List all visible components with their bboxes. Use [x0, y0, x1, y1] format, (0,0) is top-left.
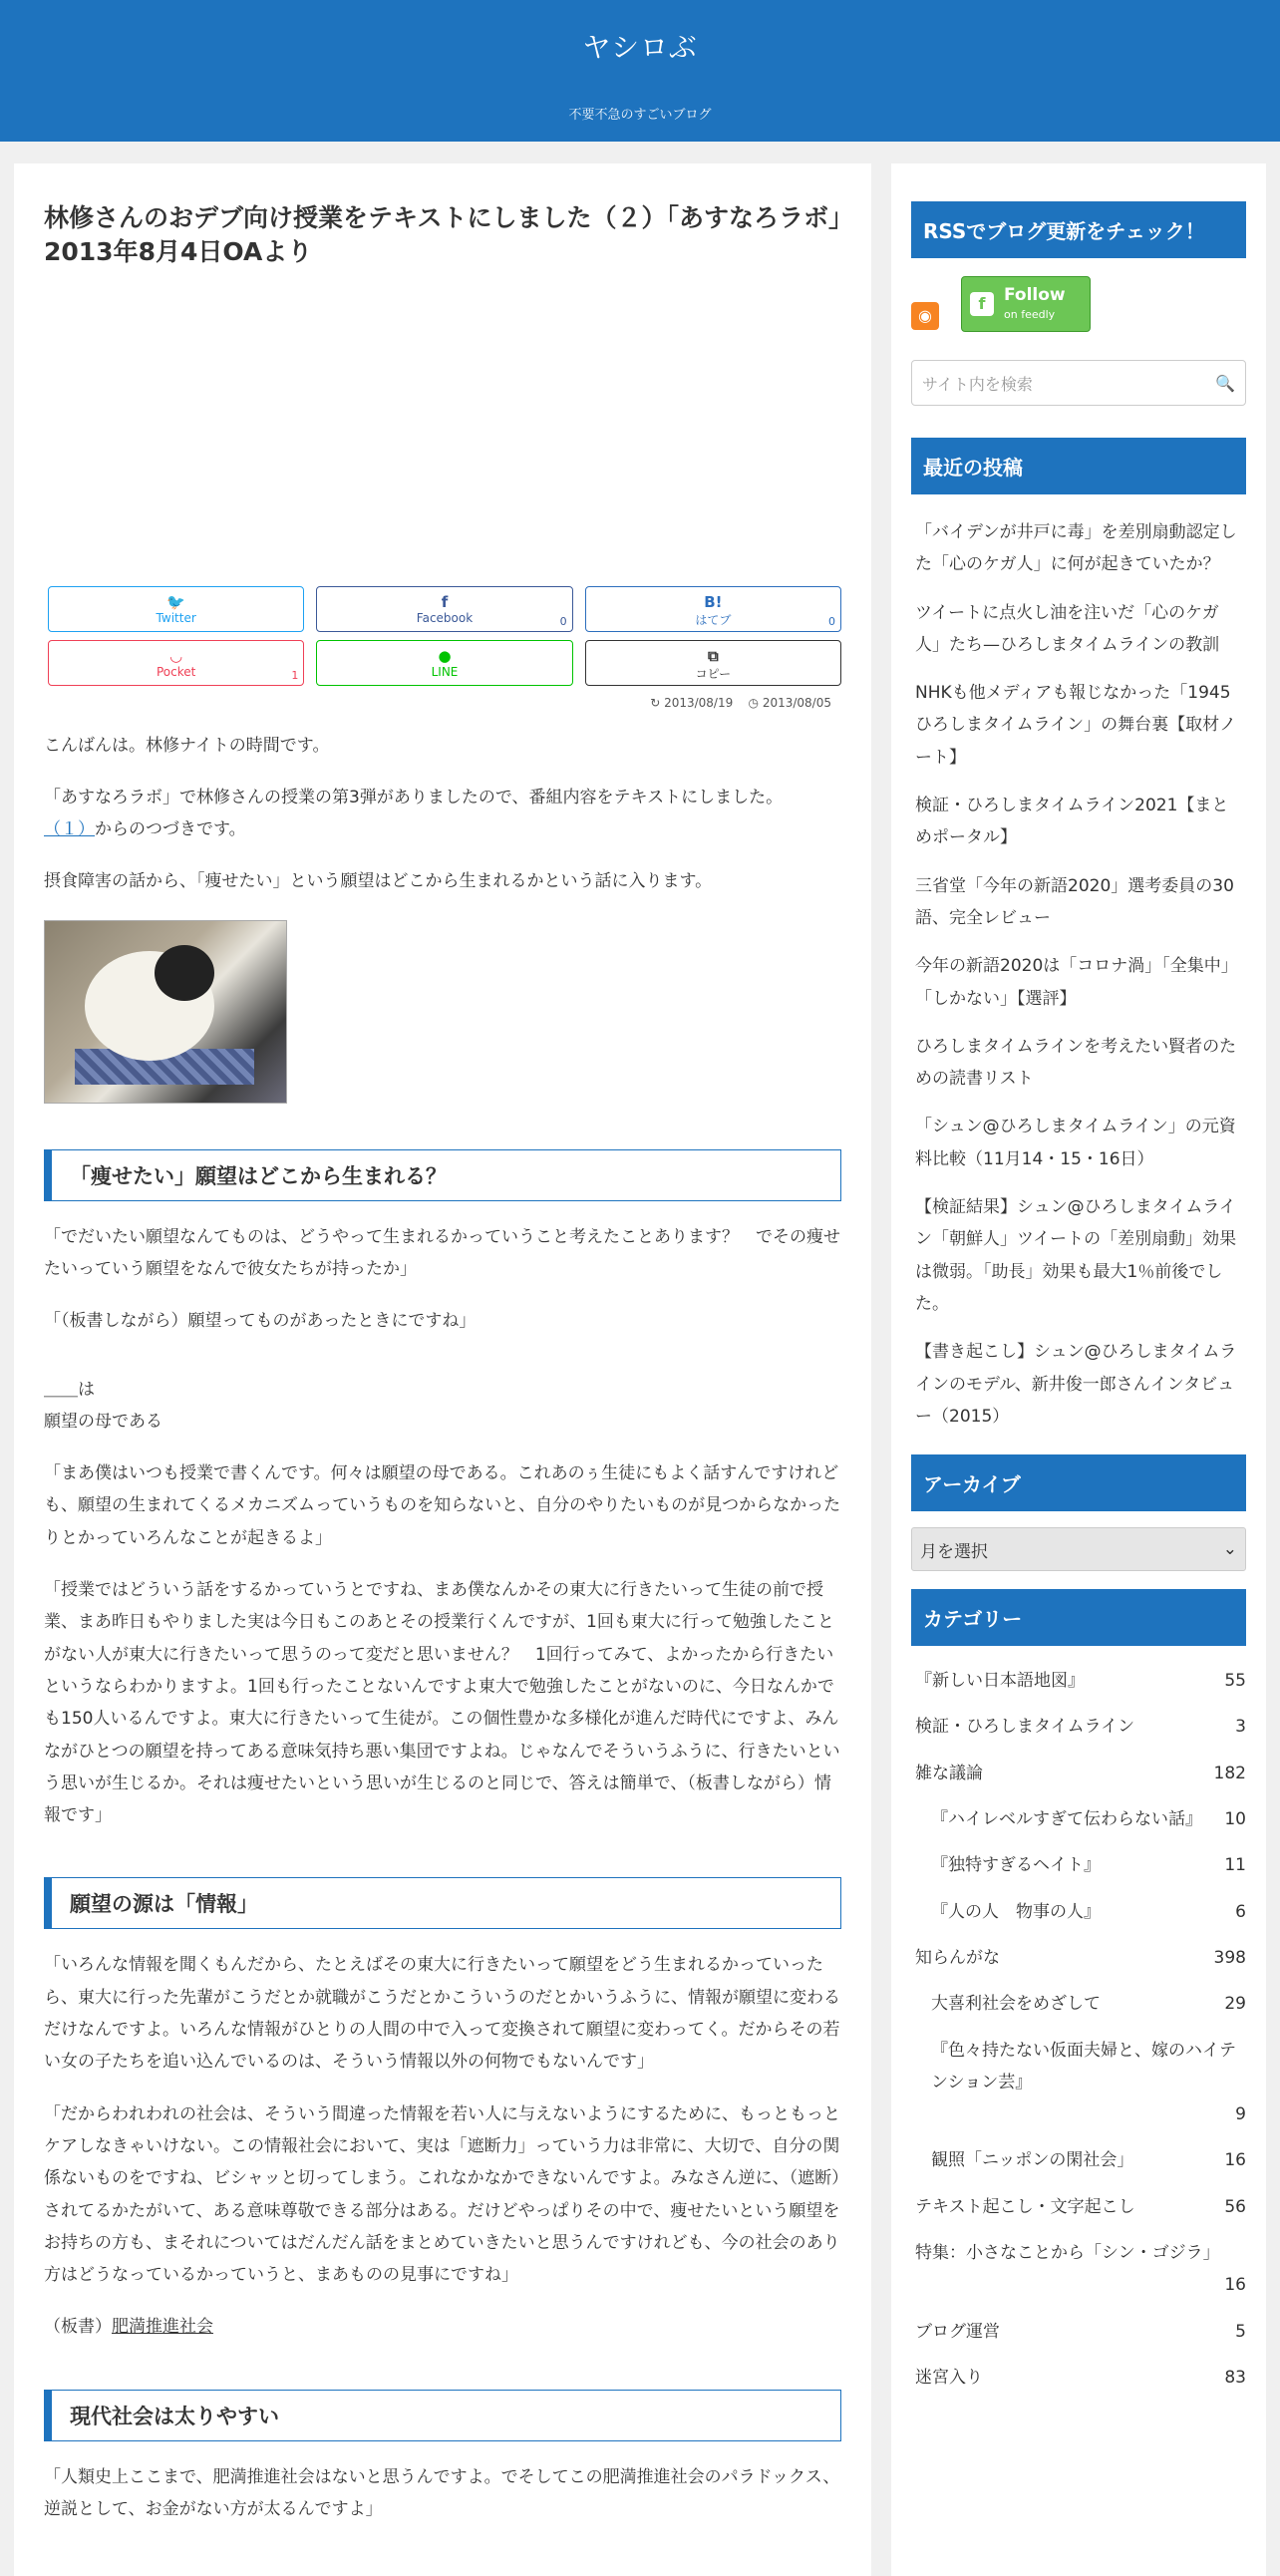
category-item[interactable] [911, 1704, 1246, 1750]
hatena-icon: B! [704, 592, 723, 611]
category-name: 『人の人 物事の人』 [931, 1901, 1101, 1922]
category-name: 知らんがな [915, 1947, 1000, 1968]
sidebar [891, 163, 1266, 2576]
share-pocket-button[interactable] [48, 640, 304, 686]
paragraph-text: 「あすなろラボ」で林修さんの授業の第3弾がありましたので、番組内容をテキストにしました。 [44, 787, 784, 807]
paragraph [44, 1374, 841, 1439]
feedly-on-label: on feedly [1004, 307, 1056, 321]
recent-post-link[interactable]: 【検証結果】シュン@ひろしまタイムライン「朝鮮人」ツイートの「差別扇動」効果は微弱。「助長」効果も最大1％前後でした。 [915, 1197, 1237, 1314]
category-title: カテゴリー [911, 1589, 1246, 1646]
category-name: 『色々持たない仮面夫婦と、嫁のハイテンション芸』 [931, 2040, 1236, 2093]
category-name: 『新しい日本語地図』 [915, 1671, 1085, 1692]
facebook-icon: f [441, 592, 449, 611]
twitter-icon: 🐦 [166, 592, 185, 611]
recent-post-link[interactable]: ツイートに点火し油を注いだ「心のケガ人」たち—ひろしまタイムラインの教訓 [915, 602, 1220, 655]
category-name: 特集：小さなことから「シン・ゴジラ」 [915, 2242, 1220, 2263]
category-list [911, 1658, 1246, 2401]
recent-post-link[interactable]: 三省堂「今年の新語2020」選考委員の30語、完全レビュー [915, 875, 1234, 928]
clock-icon: ◷ [748, 695, 759, 710]
site-title[interactable]: ヤシロぶ [582, 31, 698, 64]
category-name: 検証・ひろしまタイムライン [915, 1717, 1135, 1738]
category-item[interactable] [911, 1842, 1246, 1888]
category-name: 『独特すぎるヘイト』 [931, 1855, 1101, 1876]
category-item[interactable] [911, 2230, 1246, 2309]
paragraph-text: 願望の母である [44, 1411, 162, 1432]
category-item[interactable] [911, 1796, 1246, 1842]
recent-post-link[interactable]: 【書き起こし】シュン@ひろしまタイムラインのモデル、新井俊一郎さんインタビュー（2015） [915, 1342, 1237, 1427]
updated-date: 2013/08/19 [664, 695, 734, 710]
category-count: 56 [1224, 2196, 1246, 2217]
published-date: 2013/08/05 [762, 695, 831, 710]
paragraph [44, 2311, 841, 2343]
category-item[interactable] [911, 2137, 1246, 2183]
rss-row [911, 276, 1246, 332]
category-name: 迷宮入り [915, 2367, 983, 2388]
category-count: 10 [1224, 1809, 1246, 1830]
line-icon: ● [438, 646, 452, 665]
recent-post-link[interactable]: 検証・ひろしまタイムライン2021【まとめポータル】 [915, 796, 1229, 848]
recent-post-link[interactable]: 今年の新語2020は「コロナ渦」「全集中」「しかない」【選評】 [915, 956, 1238, 1009]
recent-post-link[interactable]: ひろしまタイムラインを考えたい賢者のための読書リスト [915, 1036, 1237, 1090]
category-count: 9 [1235, 2104, 1246, 2125]
category-count: 16 [1224, 2275, 1246, 2296]
feedly-follow-button[interactable] [961, 276, 1091, 332]
search-input[interactable] [911, 360, 1246, 406]
category-name: テキスト起こし・文字起こし [915, 2196, 1135, 2217]
paragraph: こんばんは。林修ナイトの時間です。 [44, 735, 330, 756]
rss-icon[interactable]: ◉ [911, 302, 939, 330]
share-hatena-button[interactable] [585, 586, 841, 632]
category-count: 5 [1235, 2321, 1246, 2342]
recent-posts-list [911, 508, 1246, 1441]
paragraph: 「いろんな情報を聞くもんだから、たとえばその東大に行きたいって願望をどう生まれるかっていったら、東大に行った先輩がこうだとか就職がこうだとかこういうのだとかいうふうに、情報が願望に変わるだけなんですよ。いろんな情報がひとりの人間の中で入って変換されて願望に変わってく。だからその若い女の子たちを追い込んでいるのは、そういう情報以外の何物でもないんです」 [44, 1955, 840, 2073]
category-count: 83 [1224, 2367, 1246, 2388]
share-label: Pocket [156, 664, 196, 679]
chevron-down-icon: ⌄ [1222, 1539, 1237, 1560]
feedly-icon: f [970, 292, 994, 316]
page-title: 林修さんのおデブ向け授業をテキストにしました（２）「あすなろラボ」2013年8月4日OAより [44, 203, 841, 266]
ad-space [44, 269, 841, 586]
site-header [0, 0, 1280, 142]
category-item[interactable] [911, 1751, 1246, 1796]
paragraph: 「人類史上ここまで、肥満推進社会はないと思うんですよ。でそしてこの肥満推進社会のパラドックス、逆説として、お金がない方が太るんですよ」 [44, 2466, 840, 2519]
paragraph: 「（板書しながら）願望ってものがあったときにですね」 [44, 1311, 477, 1332]
recent-post-link[interactable]: NHKも他メディアも報じなかった「1945ひろしまタイムライン」の舞台裏【取材ノート】 [915, 683, 1237, 768]
post-body [44, 730, 841, 2526]
share-count: 0 [828, 614, 835, 628]
category-count: 182 [1213, 1763, 1246, 1783]
share-count: 0 [559, 614, 567, 628]
obesity-society-link[interactable]: 肥満推進社会 [112, 2317, 213, 2338]
search-placeholder: サイト内を検索 [922, 374, 1033, 394]
category-item[interactable] [911, 1981, 1246, 2027]
recent-post-link[interactable]: 「バイデンが井戸に毒」を差別扇動認定した「心のケガ人」に何が起きていたか？ [915, 522, 1237, 575]
share-label: はてブ [695, 612, 732, 627]
archive-select[interactable] [911, 1527, 1246, 1571]
paragraph: 「だからわれわれの社会は、そういう間違った情報を若い人に与えないようにするために、もっともっとケアしなきゃいけない。この情報社会において、実は「遮断力」っていう力は非常に、大切で、自分の関係ないものをですね、ビシャッと切ってしまう。これなかなかできないんですよ。みなさん逆に、（遮断）されてるかたがいて、ある意味尊敬できる部分はある。だけどやっぱりその中で、痩せたいという願望をお持ちの方も、まそれについてはだんだん話をまとめていきたいと思うんですけれども、今の社会のあり方はどうなっているかっていうと、まあものの見事にですね」 [44, 2103, 840, 2286]
category-item[interactable] [911, 2309, 1246, 2355]
copy-icon: ⧉ [707, 646, 719, 665]
share-label: コピー [695, 666, 732, 681]
main-content [14, 163, 871, 2576]
search-icon[interactable]: 🔍 [1215, 373, 1235, 393]
category-count: 55 [1224, 1671, 1246, 1692]
category-name: 観照「ニッポンの閑社会」 [931, 2150, 1134, 2171]
category-count: 11 [1224, 1855, 1246, 1876]
category-count: 16 [1224, 2150, 1246, 2171]
paragraph [44, 782, 841, 846]
share-buttons [48, 586, 841, 686]
pocket-icon: ◡ [169, 646, 182, 665]
category-count: 398 [1213, 1947, 1246, 1968]
recent-post-link[interactable]: 「シュン@ひろしまタイムライン」の元資料比較（11月14・15・16日） [915, 1117, 1236, 1169]
paragraph: 摂食障害の話から、「痩せたい」という願望はどこから生まれるかという話に入ります。 [44, 871, 713, 892]
part1-link[interactable]: （１） [44, 819, 95, 840]
share-label: LINE [431, 664, 459, 679]
category-name: 『ハイレベルすぎて伝わらない話』 [931, 1809, 1202, 1830]
share-facebook-button[interactable] [316, 586, 572, 632]
category-item[interactable] [911, 2184, 1246, 2230]
share-label: Twitter [156, 610, 196, 625]
category-item[interactable] [911, 2355, 1246, 2401]
paragraph: 「でだいたい願望なんてものは、どうやって生まれるかっていうこと考えたことあります？ でその痩せたいっていう願望をなんで彼女たちが持ったか」 [44, 1226, 840, 1279]
section-heading: 願望の源は「情報」 [44, 1877, 841, 1929]
archive-title: アーカイブ [911, 1454, 1246, 1511]
category-name: 雑な議論 [915, 1763, 983, 1783]
site-description: 不要不急のすごいブログ [568, 108, 712, 123]
share-count: 1 [291, 668, 299, 682]
category-item[interactable] [911, 1658, 1246, 1704]
section-heading: 「痩せたい」願望はどこから生まれる？ [44, 1149, 841, 1201]
updated-icon: ↻ [650, 695, 661, 710]
share-label: Facebook [416, 610, 474, 625]
share-twitter-button[interactable] [48, 586, 304, 632]
post-dates [44, 696, 831, 710]
category-item[interactable] [911, 2028, 1246, 2138]
feedly-follow-label: Follow [1004, 284, 1066, 305]
category-name: ブログ運営 [915, 2321, 1000, 2342]
category-item[interactable] [911, 1935, 1246, 1981]
rss-widget-title: RSSでブログ更新をチェック！ [911, 201, 1246, 258]
paragraph: 「授業ではどういう話をするかっていうとですね、まあ僕なんかその東大に行きたいって生徒の前で授業、まあ昨日もやりました実は今日もこのあとその授業行くんですが、1回も東大に行って勉強したことがない人が東大に行きたいって思うのって変だと思いません？ 1回行ってみて、よかったから行きたいというならわかりますよ。1回も行ったことないんですよ東大で勉強したことがないのに、今日なんかでも150人いるんですよ。東大に行きたいって生徒が。この個性豊かな多様化が進んだ時代にですよ、みんながひとつの願望を持ってある意味気持ち悪い集団ですよね。じゃなんでそういうふうに、行きたいという思いが生じるか。それは痩せたいという思いが生じるのと同じで、答えは簡単で、（板書しながら）情報です」 [44, 1580, 840, 1826]
share-line-button[interactable] [316, 640, 572, 686]
fat-cat-image [44, 920, 287, 1104]
category-name: 大喜利社会をめざして [931, 1994, 1101, 2015]
category-count: 6 [1235, 1901, 1246, 1922]
recent-posts-title: 最近の投稿 [911, 438, 1246, 494]
share-copy-button[interactable] [585, 640, 841, 686]
paragraph-text: からのつづきです。 [95, 819, 246, 840]
paragraph: 「まあ僕はいつも授業で書くんです。何々は願望の母である。これあのぅ生徒にもよく話すんですけれども、願望の生まれてくるメカニズムっていうものを知らないと、自分のやりたいものが見つからなかったりとかっていろんなことが起きるよ」 [44, 1463, 841, 1548]
category-count: 29 [1224, 1994, 1246, 2015]
section-heading: 現代社会は太りやすい [44, 2390, 841, 2441]
archive-select-value: 月を選択 [920, 1541, 988, 1562]
paragraph-text: （板書） [44, 2317, 112, 2338]
category-item[interactable] [911, 1889, 1246, 1935]
paragraph-text: ＿＿は [44, 1379, 95, 1400]
category-count: 3 [1235, 1717, 1246, 1738]
